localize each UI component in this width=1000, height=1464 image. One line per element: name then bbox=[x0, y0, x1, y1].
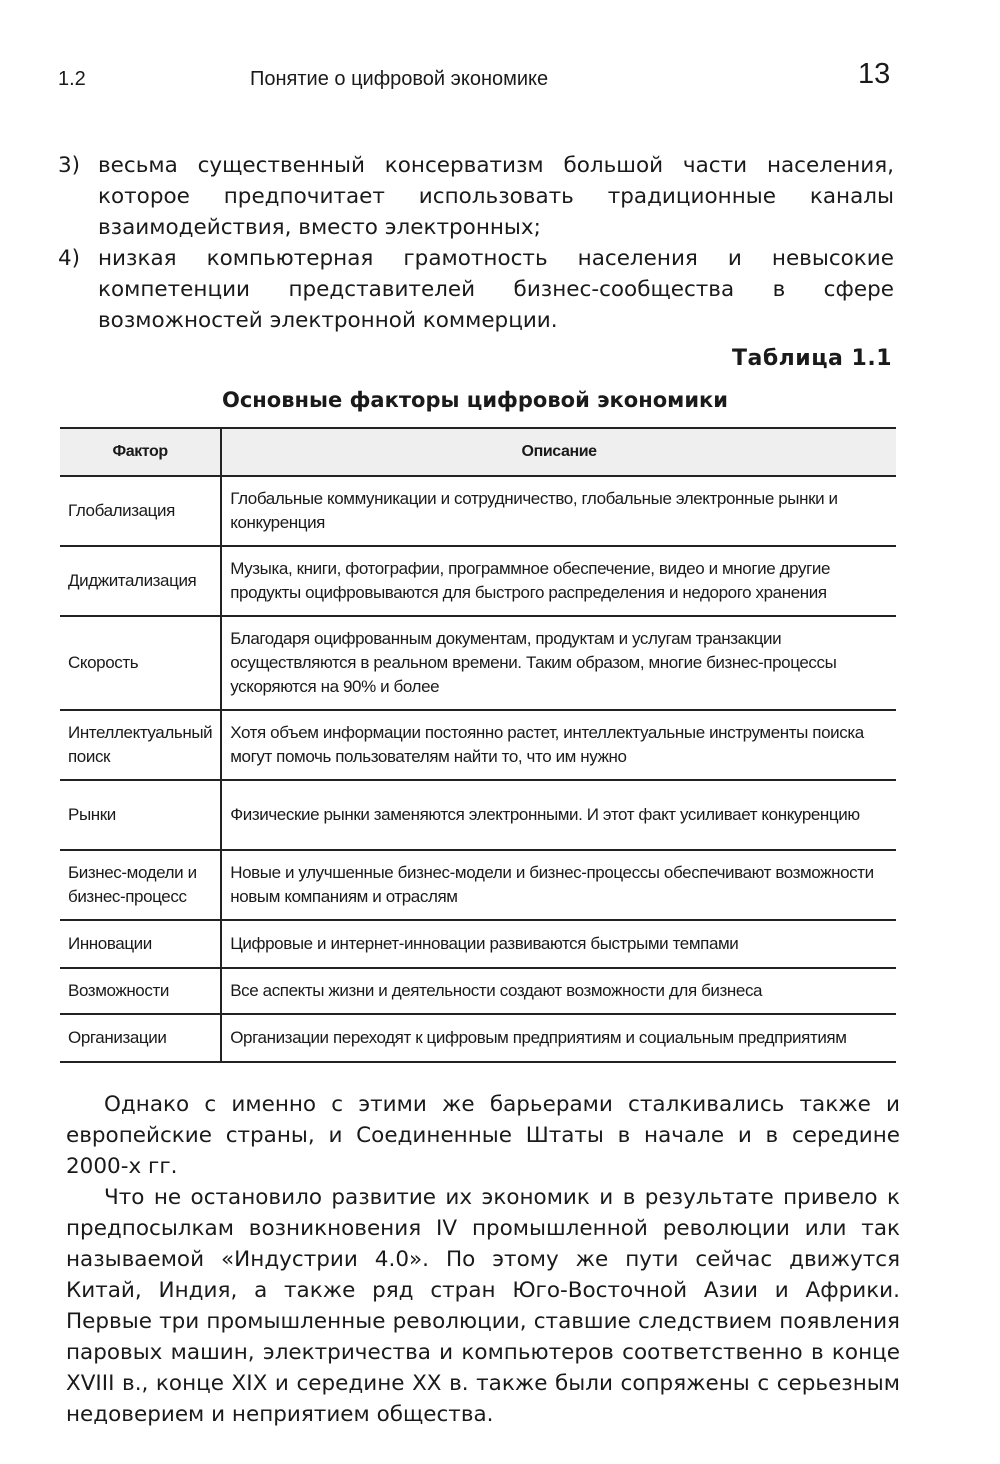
list-item-text: весьма существенный консерватизм большой части населения, которое предпочитает использовать традиционные каналы взаимодействия, вместо электронных; bbox=[98, 153, 894, 240]
factor-cell: Диджитализация bbox=[60, 546, 221, 616]
paragraph: Однако с именно с этими же барьерами сталкивались также и европейские страны, и Соединенные Штаты в начале и в середине 2000-х гг. bbox=[66, 1092, 900, 1179]
factor-cell: Интеллектуальный поиск bbox=[60, 710, 221, 780]
table-row bbox=[60, 616, 896, 710]
description-cell: Физические рынки заменяются электронными. И этот факт усиливает конкуренцию bbox=[230, 805, 860, 824]
list-item-number: 3) bbox=[58, 153, 81, 178]
factor-cell: Бизнес-модели и бизнес-процесс bbox=[60, 850, 221, 920]
body-text bbox=[66, 1089, 900, 1430]
factor-cell: Инновации bbox=[60, 920, 221, 968]
table-row bbox=[60, 968, 896, 1014]
table-row bbox=[60, 1014, 896, 1062]
table-header-row bbox=[60, 428, 896, 476]
paragraph: Что не остановило развитие их экономик и в результате привело к предпосылкам возникновения IV промышленной революции или так называемой «Индустрии 4.0». По этому же пути сейчас движутся Китай, Индия, а также ряд стран Юго-Восточной Азии и Африки. Первые три промышленные революции, ставшие следствием появления паровых машин, электричества и компьютеров соответственно в конце XVIII в., конце XIX и середине XX в. также были сопряжены с серьезным недоверием и неприятием общества. bbox=[66, 1185, 900, 1427]
table-row bbox=[60, 780, 896, 850]
description-cell: Благодаря оцифрованным документам, продуктам и услугам транзакции осуществляются в реальном времени. Таким образом, многие бизнес-процессы ускоряются на 90% и более bbox=[230, 629, 837, 696]
list-item bbox=[58, 243, 894, 336]
factors-table bbox=[60, 427, 896, 1063]
factor-cell: Возможности bbox=[60, 968, 221, 1014]
page-number: 13 bbox=[858, 58, 891, 90]
running-header-title: Понятие о цифровой экономике bbox=[250, 68, 549, 90]
table-row bbox=[60, 850, 896, 920]
description-cell: Глобальные коммуникации и сотрудничество, глобальные электронные рынки и конкуренция bbox=[230, 489, 838, 532]
factor-cell: Скорость bbox=[60, 616, 221, 710]
description-cell: Новые и улучшенные бизнес-модели и бизнес-процессы обеспечивают возможности новым компаниям и отраслям bbox=[230, 863, 874, 906]
description-cell: Организации переходят к цифровым предприятиям и социальным предприятиям bbox=[230, 1028, 847, 1047]
factor-cell: Глобализация bbox=[60, 476, 221, 546]
table-row bbox=[60, 710, 896, 780]
factor-cell: Рынки bbox=[60, 780, 221, 850]
table-row bbox=[60, 546, 896, 616]
description-cell: Цифровые и интернет-инновации развиваются быстрыми темпами bbox=[230, 934, 739, 953]
list-item-number: 4) bbox=[58, 246, 81, 271]
description-cell: Все аспекты жизни и деятельности создают возможности для бизнеса bbox=[230, 981, 763, 1000]
description-cell: Музыка, книги, фотографии, программное обеспечение, видео и многие другие продукты оцифровываются для быстрого распределения и недорого хранения bbox=[230, 559, 831, 602]
list-item-text: низкая компьютерная грамотность населения и невысокие компетенции представителей бизнес-сообщества в сфере возможностей электронной коммерции. bbox=[98, 246, 894, 333]
table-caption: Основные факторы цифровой экономики bbox=[222, 388, 728, 412]
column-header-description: Описание bbox=[521, 443, 597, 460]
running-header-section: 1.2 bbox=[58, 68, 86, 90]
list-item bbox=[58, 150, 894, 243]
table-row bbox=[60, 476, 896, 546]
column-header-factor: Фактор bbox=[60, 428, 221, 476]
factor-cell: Организации bbox=[60, 1014, 221, 1062]
numbered-list bbox=[58, 150, 894, 336]
table-label: Таблица 1.1 bbox=[731, 346, 892, 371]
description-cell: Хотя объем информации постоянно растет, интеллектуальные инструменты поиска могут помочь пользователям найти то, что им нужно bbox=[230, 723, 864, 766]
table-row bbox=[60, 920, 896, 968]
